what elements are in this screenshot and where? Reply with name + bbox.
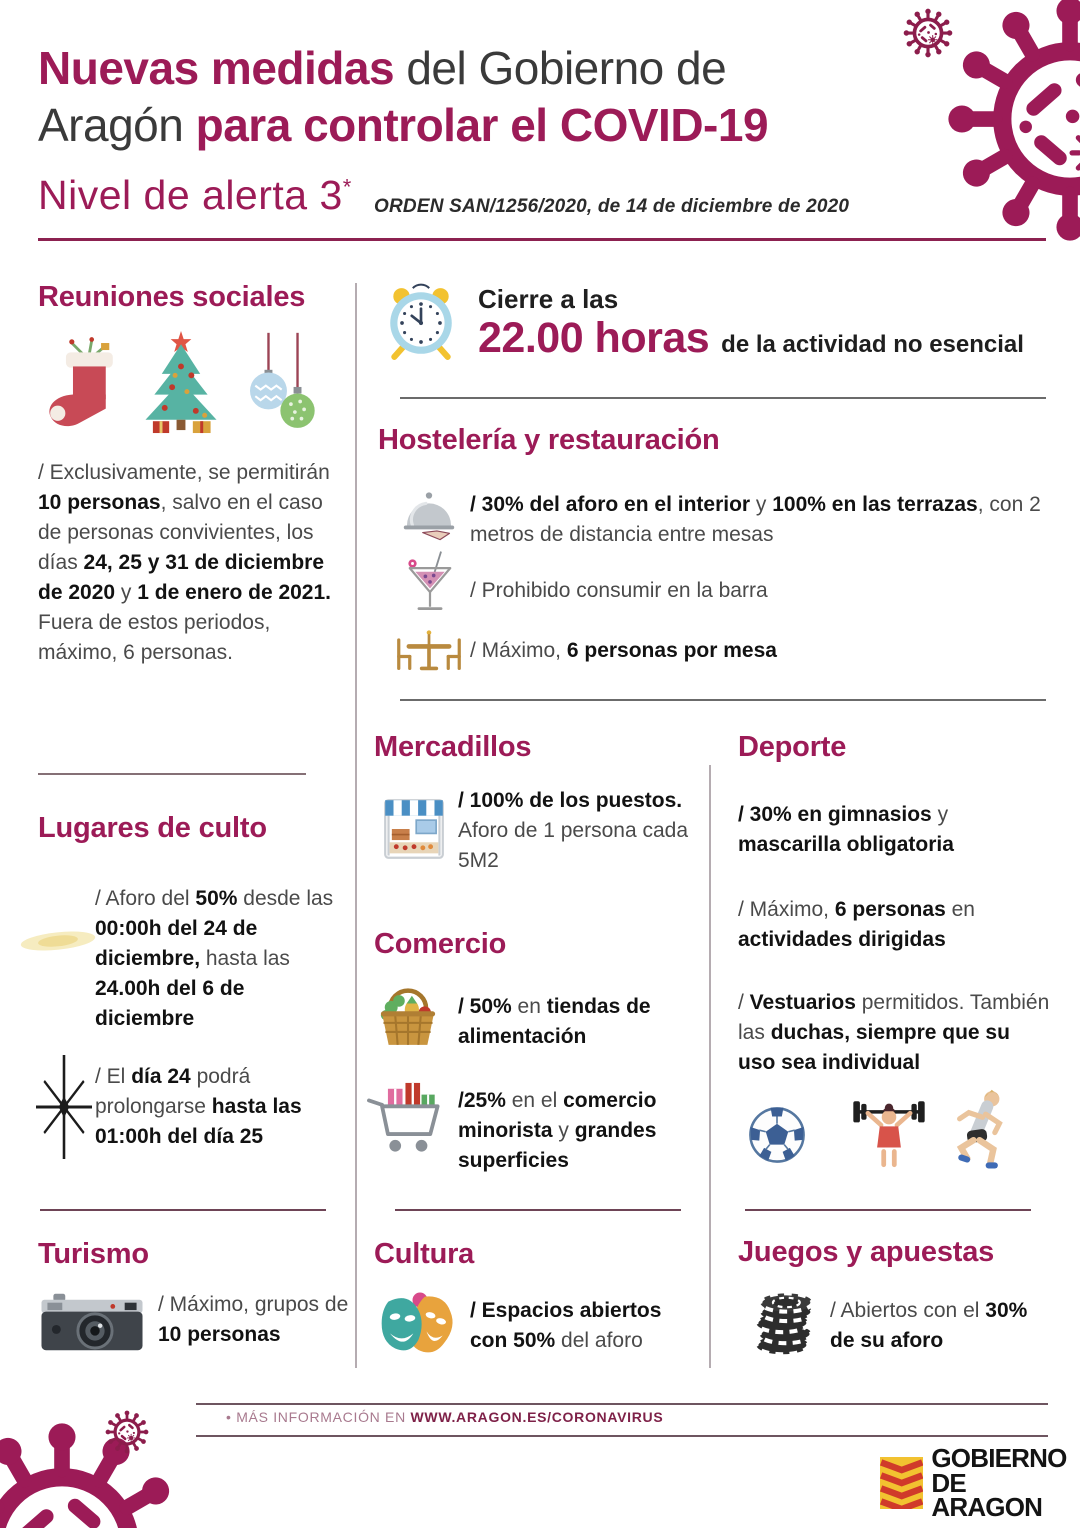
alert-level: Nivel de alerta 3* [38, 172, 352, 218]
deporte-item-text: / Vestuarios permitidos. También las duchas, siempre que su uso sea individual [738, 991, 1050, 1074]
coronavirus-illustration [945, 0, 1080, 244]
footer-rule-top [196, 1403, 1048, 1405]
aragon-flag-icon [880, 1457, 923, 1509]
cultura-item-text: / Espacios abiertos con 50% del aforo [470, 1299, 662, 1352]
cierre-time: 22.00 horas [478, 314, 710, 362]
section-title-turismo: Turismo [38, 1238, 149, 1270]
section-title-lugares: Lugares de culto [38, 812, 267, 844]
footer-rule-bottom [196, 1435, 1048, 1437]
christmas-ornaments-icon [250, 330, 316, 436]
cocktail-icon [407, 548, 453, 614]
section-title-reuniones: Reuniones sociales [38, 281, 306, 313]
soccer-ball-icon [748, 1106, 806, 1164]
sparkle-star-icon [22, 1052, 106, 1162]
runner-icon [952, 1088, 1004, 1174]
rule-deporte [745, 1209, 1031, 1211]
section-title-hosteleria: Hostelería y restauración [378, 424, 720, 456]
gobierno-de-aragon-logo [880, 1443, 1080, 1523]
rule-lugares [40, 1209, 326, 1211]
alert-asterisk: * [342, 174, 352, 200]
column-divider-left [355, 283, 357, 1368]
alarm-clock-icon [382, 282, 460, 362]
small-virus-icon [105, 1410, 149, 1454]
logo-text: GOBIERNO DE ARAGON [931, 1443, 1067, 1523]
weightlifter-icon [852, 1096, 926, 1170]
rule-comercio [395, 1209, 681, 1211]
cierre-label: Cierre a las [478, 284, 619, 314]
order-reference: ORDEN SAN/1256/2020, de 14 de diciembre de 2020 [374, 196, 850, 217]
rule-cierre [400, 397, 1046, 399]
page-title-line1: Nuevas medidas del Gobierno de [38, 42, 727, 94]
section-title-comercio: Comercio [374, 928, 507, 960]
table-and-chairs-icon [396, 628, 462, 674]
cierre-line [478, 314, 1024, 363]
hosteleria-item-text: / Prohibido consumir en la barra [470, 579, 768, 602]
lugares-item-text: / El día 24 podrá prolongarse hasta las 01:00h del día 25 [95, 1065, 302, 1148]
rule-hosteleria [400, 699, 1046, 701]
section-title-cultura: Cultura [374, 1238, 475, 1270]
hosteleria-item-text: / 30% del aforo en el interior y 100% en las terrazas, con 2 metros de distancia entre mesas [470, 493, 1041, 546]
camera-icon [40, 1292, 144, 1352]
shopping-cart-icon [366, 1080, 442, 1156]
section-title-juegos: Juegos y apuestas [738, 1236, 995, 1268]
section-title-mercadillos: Mercadillos [374, 731, 532, 763]
comercio-item-text: /25% en el comercio minorista y grandes superficies [458, 1089, 657, 1172]
coronavirus-illustration [0, 1420, 187, 1528]
comercio-item-text: / 50% en tiendas de alimentación [458, 995, 651, 1048]
theater-masks-icon [378, 1290, 462, 1360]
page-title-line2: Aragón para controlar el COVID-19 [38, 99, 769, 152]
glow-star-icon [18, 925, 98, 957]
header-rule [38, 238, 1046, 241]
lugares-item-text: / Aforo del 50% desde las 00:00h del 24 de diciembre, hasta las 24.00h del 6 de diciembre [95, 887, 334, 1030]
deporte-item-text: / 30% en gimnasios y mascarilla obligatoria [738, 803, 954, 856]
market-stall-icon [383, 798, 445, 860]
poker-chips-icon [754, 1288, 814, 1358]
rule-reuniones [38, 773, 306, 775]
page-title [38, 40, 868, 154]
christmas-stocking-icon [44, 336, 116, 432]
deporte-item-text: / Máximo, 6 personas en actividades dirigidas [738, 898, 975, 951]
footer-info: • MÁS INFORMACIÓN EN WWW.ARAGON.ES/CORONAVIRUS [226, 1409, 664, 1425]
cierre-suffix: de la actividad no esencial [721, 331, 1024, 358]
hosteleria-item-text: / Máximo, 6 personas por mesa [470, 639, 777, 662]
serving-cloche-icon [402, 490, 456, 542]
christmas-tree-icon [142, 328, 220, 436]
juegos-item-text: / Abiertos con el 30% de su aforo [830, 1299, 1028, 1352]
mercadillos-item-text: / 100% de los puestos. Aforo de 1 persona cada 5M2 [458, 789, 688, 872]
column-divider-right [709, 765, 711, 1368]
turismo-item-text: / Máximo, grupos de 10 personas [158, 1293, 349, 1346]
section-title-deporte: Deporte [738, 731, 847, 763]
reuniones-text: / Exclusivamente, se permitirán 10 personas, salvo en el caso de personas convivientes, los días 24, 25 y 31 de diciembre de 2020 y 1 de enero de 2021. Fuera de estos periodos, máximo, 6 personas. [38, 461, 332, 664]
grocery-basket-icon [378, 988, 438, 1050]
